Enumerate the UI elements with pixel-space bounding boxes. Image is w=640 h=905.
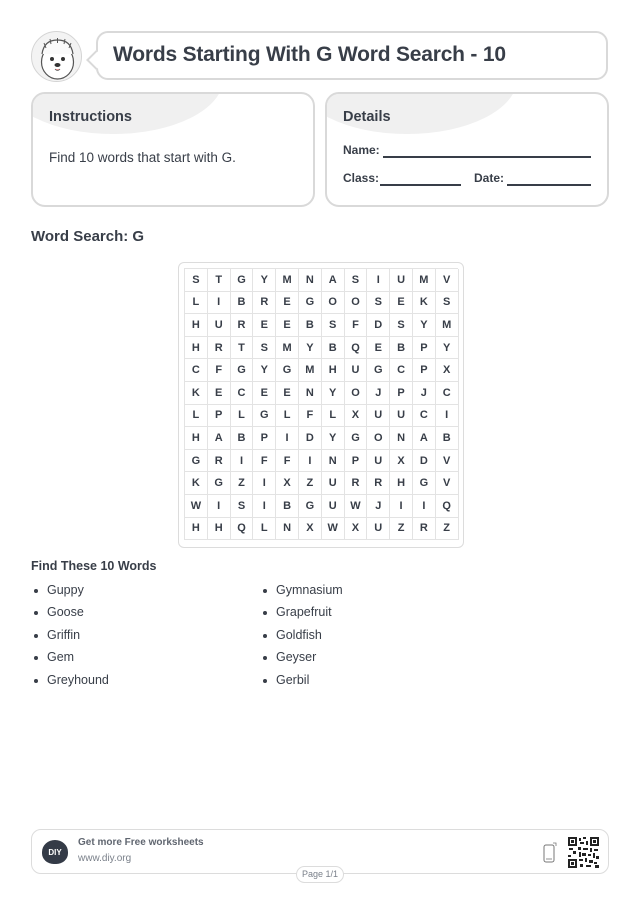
instructions-card <box>31 92 315 207</box>
grid-cell[interactable]: L <box>276 405 299 428</box>
grid-cell[interactable]: X <box>299 518 322 541</box>
word-list-item: Griffin <box>31 628 109 650</box>
mascot-icon <box>32 32 82 82</box>
mascot-avatar <box>31 31 82 82</box>
grid-cell[interactable]: H <box>185 427 208 450</box>
grid-cell[interactable]: I <box>253 495 276 518</box>
grid-cell[interactable]: U <box>208 314 231 337</box>
grid-cell[interactable]: M <box>276 337 299 360</box>
grid-cell[interactable]: C <box>231 382 254 405</box>
grid-cell[interactable]: M <box>413 269 436 292</box>
word-list-item: Gerbil <box>260 673 343 695</box>
grid-cell[interactable]: U <box>390 405 413 428</box>
grid-cell[interactable]: Y <box>413 314 436 337</box>
word-list-item: Guppy <box>31 583 109 605</box>
grid-cell[interactable]: P <box>208 405 231 428</box>
word-search-grid <box>178 262 464 548</box>
details-card <box>325 92 609 207</box>
grid-cell[interactable]: U <box>345 359 368 382</box>
grid-cell[interactable]: G <box>208 472 231 495</box>
word-list-item: Greyhound <box>31 673 109 695</box>
grid-cell[interactable]: E <box>276 314 299 337</box>
grid-cell[interactable]: Z <box>436 518 459 541</box>
grid-cell[interactable]: M <box>436 314 459 337</box>
grid-cell[interactable]: S <box>253 337 276 360</box>
grid-cell[interactable]: H <box>185 337 208 360</box>
grid-cell[interactable]: Y <box>322 427 345 450</box>
grid-cell[interactable]: R <box>367 472 390 495</box>
grid-cell[interactable]: C <box>436 382 459 405</box>
phone-icon <box>543 842 557 864</box>
grid-cell[interactable]: L <box>253 518 276 541</box>
grid-cell[interactable]: B <box>231 292 254 315</box>
class-field[interactable] <box>380 184 461 186</box>
grid-cell[interactable]: Y <box>322 382 345 405</box>
grid-cell[interactable]: R <box>345 472 368 495</box>
grid-cell[interactable]: R <box>208 450 231 473</box>
grid-cell[interactable]: V <box>436 269 459 292</box>
grid-cell[interactable]: R <box>253 292 276 315</box>
grid-cell[interactable]: N <box>390 427 413 450</box>
word-list-item: Geyser <box>260 650 343 672</box>
grid-cell[interactable]: G <box>299 495 322 518</box>
grid-cell[interactable]: H <box>208 518 231 541</box>
grid-cell[interactable]: H <box>185 314 208 337</box>
grid-cell[interactable]: Y <box>436 337 459 360</box>
footer-link[interactable]: www.diy.org <box>78 853 132 864</box>
grid-cell[interactable]: S <box>367 292 390 315</box>
grid-cell[interactable]: G <box>253 405 276 428</box>
grid-cell[interactable]: M <box>276 269 299 292</box>
letter-grid <box>184 268 458 540</box>
grid-cell[interactable]: D <box>367 314 390 337</box>
grid-cell[interactable]: Q <box>436 495 459 518</box>
grid-cell[interactable]: N <box>322 450 345 473</box>
grid-cell[interactable]: G <box>185 450 208 473</box>
grid-cell[interactable]: U <box>367 450 390 473</box>
grid-cell[interactable]: F <box>276 450 299 473</box>
grid-cell[interactable]: J <box>413 382 436 405</box>
grid-cell[interactable]: K <box>185 472 208 495</box>
grid-cell[interactable]: Z <box>390 518 413 541</box>
grid-cell[interactable]: R <box>231 314 254 337</box>
grid-cell[interactable]: K <box>185 382 208 405</box>
grid-cell[interactable]: F <box>345 314 368 337</box>
grid-cell[interactable]: S <box>436 292 459 315</box>
grid-cell[interactable]: E <box>390 292 413 315</box>
grid-cell[interactable]: A <box>208 427 231 450</box>
grid-cell[interactable]: U <box>322 472 345 495</box>
grid-cell[interactable]: G <box>413 472 436 495</box>
grid-cell[interactable]: S <box>390 314 413 337</box>
grid-cell[interactable]: E <box>367 337 390 360</box>
word-list-column-1 <box>31 583 109 695</box>
grid-cell[interactable]: X <box>276 472 299 495</box>
instructions-heading: Instructions <box>49 109 132 125</box>
grid-cell[interactable]: E <box>208 382 231 405</box>
word-list-heading: Find These 10 Words <box>31 559 157 573</box>
page-title: Words Starting With G Word Search - 10 <box>113 43 506 66</box>
grid-cell[interactable]: V <box>436 472 459 495</box>
grid-cell[interactable]: E <box>253 314 276 337</box>
grid-cell[interactable]: N <box>299 269 322 292</box>
grid-cell[interactable]: W <box>345 495 368 518</box>
grid-cell[interactable]: P <box>253 427 276 450</box>
grid-cell[interactable]: S <box>185 269 208 292</box>
grid-cell[interactable]: D <box>299 427 322 450</box>
grid-cell[interactable]: B <box>390 337 413 360</box>
grid-cell[interactable]: I <box>299 450 322 473</box>
grid-cell[interactable]: M <box>299 359 322 382</box>
grid-cell[interactable]: B <box>231 427 254 450</box>
grid-cell[interactable]: X <box>390 450 413 473</box>
grid-cell[interactable]: O <box>322 292 345 315</box>
grid-cell[interactable]: F <box>299 405 322 428</box>
grid-cell[interactable]: H <box>322 359 345 382</box>
grid-cell[interactable]: Y <box>253 269 276 292</box>
grid-cell[interactable]: T <box>231 337 254 360</box>
grid-cell[interactable]: P <box>390 382 413 405</box>
grid-cell[interactable]: X <box>345 518 368 541</box>
grid-cell[interactable]: I <box>413 495 436 518</box>
grid-cell[interactable]: R <box>413 518 436 541</box>
grid-cell[interactable]: C <box>185 359 208 382</box>
grid-cell[interactable]: F <box>208 359 231 382</box>
grid-cell[interactable]: T <box>208 269 231 292</box>
grid-cell[interactable]: X <box>436 359 459 382</box>
grid-cell[interactable]: U <box>322 495 345 518</box>
page-number: Page 1/1 <box>296 866 344 883</box>
grid-cell[interactable]: N <box>299 382 322 405</box>
word-list-item: Grapefruit <box>260 605 343 627</box>
word-list-column-2 <box>260 583 343 695</box>
diy-logo[interactable]: DIY <box>42 840 68 864</box>
grid-cell[interactable]: B <box>276 495 299 518</box>
grid-cell[interactable]: I <box>390 495 413 518</box>
grid-cell[interactable]: P <box>345 450 368 473</box>
grid-cell[interactable]: I <box>208 292 231 315</box>
grid-cell[interactable]: S <box>345 269 368 292</box>
grid-cell[interactable]: L <box>185 292 208 315</box>
grid-cell[interactable]: F <box>253 450 276 473</box>
grid-cell[interactable]: E <box>253 382 276 405</box>
grid-cell[interactable]: S <box>231 495 254 518</box>
class-label: Class: <box>343 171 380 185</box>
grid-cell[interactable]: A <box>413 427 436 450</box>
grid-cell[interactable]: P <box>413 337 436 360</box>
grid-cell[interactable]: U <box>367 518 390 541</box>
grid-cell[interactable]: H <box>390 472 413 495</box>
grid-cell[interactable]: Z <box>299 472 322 495</box>
grid-cell[interactable]: R <box>208 337 231 360</box>
grid-cell[interactable]: V <box>436 450 459 473</box>
grid-cell[interactable]: Q <box>231 518 254 541</box>
grid-cell[interactable]: J <box>367 382 390 405</box>
grid-cell[interactable]: E <box>276 292 299 315</box>
grid-cell[interactable]: I <box>208 495 231 518</box>
title-box <box>96 31 608 80</box>
grid-cell[interactable]: Z <box>231 472 254 495</box>
grid-cell[interactable]: I <box>231 450 254 473</box>
grid-cell[interactable]: Y <box>253 359 276 382</box>
grid-cell[interactable]: I <box>253 472 276 495</box>
grid-cell[interactable]: Q <box>345 337 368 360</box>
grid-cell[interactable]: H <box>185 518 208 541</box>
puzzle-heading: Word Search: G <box>31 228 145 245</box>
date-field[interactable] <box>507 184 591 186</box>
grid-cell[interactable]: L <box>231 405 254 428</box>
grid-cell[interactable]: Y <box>299 337 322 360</box>
grid-cell[interactable]: C <box>390 359 413 382</box>
grid-cell[interactable]: K <box>413 292 436 315</box>
grid-cell[interactable]: J <box>367 495 390 518</box>
grid-cell[interactable]: B <box>436 427 459 450</box>
grid-cell[interactable]: P <box>413 359 436 382</box>
grid-cell[interactable]: C <box>413 405 436 428</box>
grid-cell[interactable]: W <box>322 518 345 541</box>
word-list-item: Goldfish <box>260 628 343 650</box>
grid-cell[interactable]: D <box>413 450 436 473</box>
grid-cell[interactable]: G <box>299 292 322 315</box>
name-label: Name: <box>343 143 380 157</box>
word-list-item: Gem <box>31 650 109 672</box>
grid-cell[interactable]: L <box>322 405 345 428</box>
word-list-item: Goose <box>31 605 109 627</box>
grid-cell[interactable]: N <box>276 518 299 541</box>
grid-cell[interactable]: U <box>367 405 390 428</box>
footer-promo: Get more Free worksheets <box>78 837 204 848</box>
details-heading: Details <box>343 109 391 125</box>
grid-cell[interactable]: O <box>345 382 368 405</box>
grid-cell[interactable]: I <box>367 269 390 292</box>
grid-cell[interactable]: G <box>345 427 368 450</box>
grid-cell[interactable]: W <box>185 495 208 518</box>
grid-cell[interactable]: U <box>390 269 413 292</box>
grid-cell[interactable]: B <box>299 314 322 337</box>
grid-cell[interactable]: G <box>231 269 254 292</box>
word-list-item: Gymnasium <box>260 583 343 605</box>
grid-cell[interactable]: I <box>276 427 299 450</box>
grid-cell[interactable]: L <box>185 405 208 428</box>
grid-cell[interactable]: B <box>322 337 345 360</box>
grid-cell[interactable]: G <box>367 359 390 382</box>
grid-cell[interactable]: G <box>276 359 299 382</box>
grid-cell[interactable]: O <box>367 427 390 450</box>
grid-cell[interactable]: O <box>345 292 368 315</box>
name-field[interactable] <box>383 156 591 158</box>
date-label: Date: <box>474 171 505 185</box>
grid-cell[interactable]: S <box>322 314 345 337</box>
grid-cell[interactable]: I <box>436 405 459 428</box>
grid-cell[interactable]: G <box>231 359 254 382</box>
grid-cell[interactable]: A <box>322 269 345 292</box>
instructions-text: Find 10 words that start with G. <box>49 150 236 165</box>
grid-cell[interactable]: X <box>345 405 368 428</box>
qr-code-icon[interactable] <box>568 837 599 868</box>
grid-cell[interactable]: E <box>276 382 299 405</box>
